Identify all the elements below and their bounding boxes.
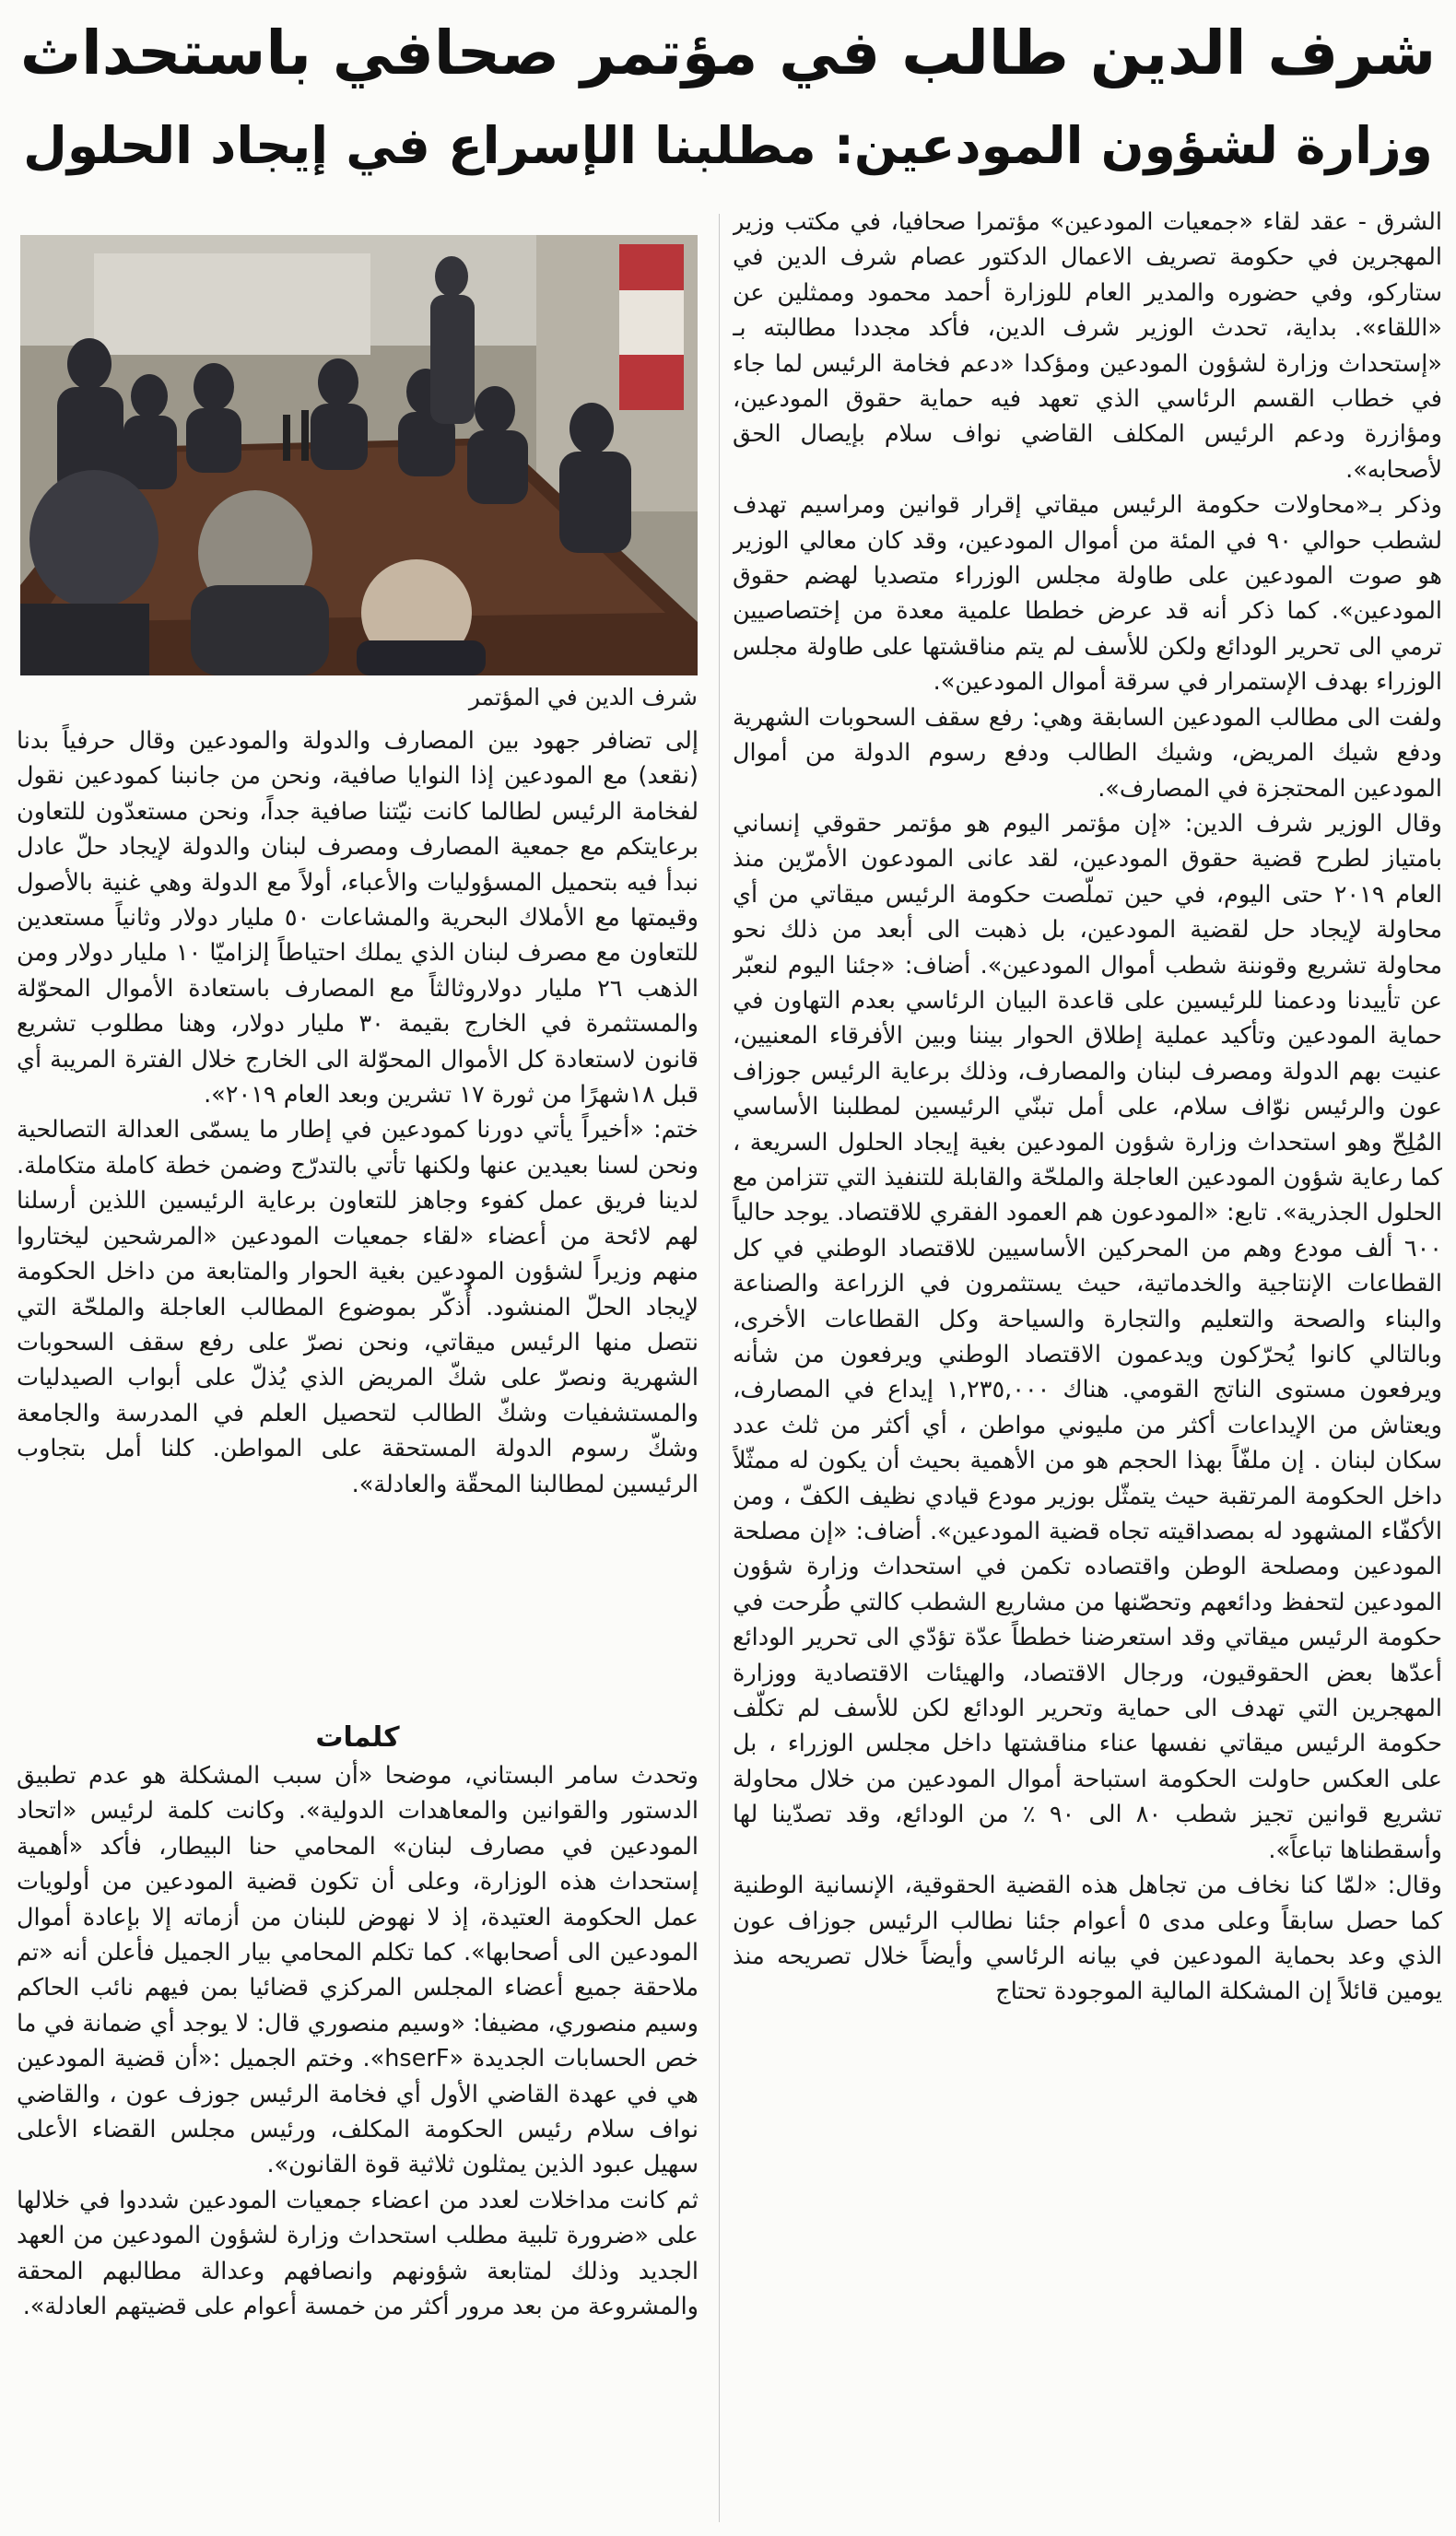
paragraph: ولفت الى مطالب المودعين السابقة وهي: رفع سقف السحوبات الشهرية ودفع شيك المريض، وشيك الطالب ودفع رسوم الدولة من أموال المودعين المحتجزة في المصارف». [733, 703, 1442, 803]
paragraph: ثم كانت مداخلات لعدد من اعضاء جمعيات المودعين شددوا في خلالها على «ضرورة تلبية مطلب استحداث وزارة لشؤون المودعين من العهد الجديد وذلك لمتابعة شؤونهم وانصافهم وعدالة مطالبهم المحقة والمشروعة من بعد مرور أكثر من خمسة أعوام على قضيتهم العادلة». [17, 2186, 699, 2321]
column-divider [719, 214, 720, 2522]
press-conference-photo [20, 235, 698, 675]
photo-caption: شرف الدين في المؤتمر [468, 684, 698, 710]
paragraph: وذكر بـ«محاولات حكومة الرئيس ميقاتي إقرار قوانين ومراسيم تهدف لشطب حوالي ٩٠ في المئة من أموال المودعين، وقد كان معالي الوزير هو صوت المودعين على طاولة مجلس الوزراء متصديا لهضم حقوق المودعين». كما ذكر أنه قد عرض خططا علمية معدة من إختصاصيين ترمي الى تحرير الودائع ولكن للأسف لم يتم مناقشتها على طاولة مجلس الوزراء بهدف الإستمرار في سرقة أموال المودعين». [733, 491, 1442, 697]
paragraph: الشرق - عقد لقاء «جمعيات المودعين» مؤتمرا صحافيا، في مكتب وزير المهجرين في حكومة تصريف الاعمال الدكتور عصام شرف الدين في ستاركو، وفي حضوره والمدير العام للوزارة أحمد محمود وممثلين عن «اللقاء». بداية، تحدث الوزير شرف الدين، فأكد مجددا مطالبته بـ «إستحداث وزارة لشؤون المودعين ومؤكدا «دعم فخامة الرئيس لما جاء في خطاب القسم الرئاسي الذي تعهد فيه حماية حقوق المودعين، ومؤازرة ودعم الرئيس المكلف القاضي نواف سلام بإيصال الحق لأصحابه». [733, 208, 1442, 484]
paragraph: وتحدث سامر البستاني، موضحا «أن سبب المشكلة هو عدم تطبيق الدستور والقوانين والمعاهدات الدولية». وكانت كلمة لرئيس «اتحاد المودعين في مصارف لبنان» المحامي حنا البيطار، فأكد «أهمية إستحداث هذه الوزارة، وعلى أن تكون قضية المودعين من أولويات عمل الحكومة العتيدة، إذ لا نهوض للبنان من أزماته إلا بإعادة أموال المودعين الى أصحابها». كما تكلم المحامي بيار الجميل فأعلن أنه «تم ملاحقة جميع أعضاء المجلس المركزي قضائيا بمن فيهم نائب الحاكم وسيم منصوري، مضيفا: «وسيم منصوري قال: لا يوجد أي ضمانة في ما خص الحسابات الجديدة «hserF». وختم الجميل :«أن قضية المودعين هي في عهدة القاضي الأول أي فخامة الرئيس جوزف عون ، والقاضي نواف سلام رئيس الحكومة المكلف، ورئيس مجلس القضاء الأعلى سهيل عبود الذين يمثلون ثلاثية قوة القانون». [17, 1762, 699, 2179]
headline-line-2: وزارة لشؤون المودعين: مطلبنا الإسراع في إيجاد الحلول [23, 116, 1433, 175]
article-column-left-top [17, 723, 699, 1719]
headline-line-1: شرف الدين طالب في مؤتمر صحافي باستحداث [19, 18, 1437, 88]
article-column-right [733, 205, 1442, 2529]
paragraph: ختم: «أخيراً يأتي دورنا كمودعين في إطار ما يسمّى العدالة التصالحية ونحن لسنا بعيدين عنها ولكنها تأتي بالتدرّج وضمن خطة كاملة متكاملة. لدينا فريق عمل كفوء وجاهز للتعاون برعاية الرئيسين اللذين أرسلنا لهم لائحة من أعضاء «لقاء جمعيات المودعين «المرشحين ليختاروا منهم وزيراً لشؤون المودعين بغية الحوار والمتابعة من داخل الحكومة لإيجاد الحلّ المنشود. أُذكّر بموضوع المطالب العاجلة والملحّة التي نتصل منها الرئيس ميقاتي، ونحن نصرّ على رفع سقف السحوبات الشهرية ونصرّ على شكّ المريض الذي يُذلّ على أبواب الصيدليات والمستشفيات وشكّ الطالب لتحصيل العلم في المدرسة والجامعة وشكّ رسوم الدولة المستحقة على المواطن. كلنا أمل بتجاوب الرئيسين لمطالبنا المحقّة والعادلة». [17, 1116, 699, 1498]
paragraph: وقال الوزير شرف الدين: «إن مؤتمر اليوم هو مؤتمر حقوقي إنساني بامتياز لطرح قضية حقوق المودعين، لقد عانى المودعون الأمرّين منذ العام ٢٠١٩ حتى اليوم، في حين تملّصت حكومة الرئيس ميقاتي من أي محاولة لإيجاد حل لقضية المودعين، بل ذهبت الى أبعد من ذلك نحو محاولة تشريع وقوننة شطب أموال المودعين». أضاف: «جئنا اليوم لنعبّر عن تأييدنا ودعمنا للرئيسين على قاعدة البيان الرئاسي بعدم التهاون في حماية المودعين وتأكيد عملية إطلاق الحوار بيننا وبين الأفرقاء المعنيين، عنيت بهم الدولة ومصرف لبنان والمصارف، وذلك برعاية الرئيس جوزاف عون والرئيس نوّاف سلام، على أمل تبنّي الرئيسين لمطلبنا الأساسي المُلِحّ وهو استحداث وزارة شؤون المودعين بغية إيجاد الحلول السريعة ، كما رعاية شؤون المودعين العاجلة والملحّة والقابلة للتنفيذ التي تتزامن مع الحلول الجذرية». تابع: «المودعون هم العمود الفقري للاقتصاد. يوجد حالياً ٦٠٠ ألف مودع وهم من المحركين الأساسيين للاقتصاد الوطني في كل القطاعات الإنتاجية والخدماتية، حيث يستثمرون في الزراعة والصناعة والبناء والصحة والتعليم والتجارة والسياحة وكل القطاعات الأخرى، وبالتالي كانوا يُحرّكون ويدعمون الاقتصاد الوطني ويرفعون من شأنه ويرفعون مستوى الناتج القومي. هناك ١,٢٣٥,٠٠٠ إيداع في المصارف، ويعتاش من الإيداعات أكثر من مليوني مواطن ، أي أكثر من ثلث عدد سكان لبنان . إن ملفّاً بهذا الحجم هو من الأهمية بحيث أن يكون له ممثّلاً داخل الحكومة المرتقبة حيث يتمثّل بوزير مودع قيادي نظيف الكفّ ، ومن الأكفّاء المشهود له بمصداقيته تجاه قضية المودعين». أضاف: «إن مصلحة المودعين ومصلحة الوطن واقتصاده تكمن في استحداث وزارة شؤون المودعين لتحفظ ودائعهم وتحصّنها من مشاريع الشطب كالتي طُرحت في حكومة الرئيس ميقاتي وقد استعرضنا خططاً عدّة تؤدّي الى تحرير الودائع أعدّها بعض الحقوقيون، ورجال الاقتصاد، والهيئات الاقتصادية ووزارة المهجرين التي تهدف الى حماية وتحرير الودائع لكن للأسف لم تكلّف حكومة الرئيس ميقاتي نفسها عناء مناقشتها داخل مجلس الوزراء ، بل على العكس حاولت الحكومة استباحة أموال المودعين من خلال محاولة تشريع قوانين تجيز شطب ٨٠ الى ٩٠ ٪ من الودائع، وقد تصدّينا لها وأسقطناها تباعاً». [733, 809, 1442, 1864]
paragraph: إلى تضافر جهود بين المصارف والدولة والمودعين وقال حرفياً بدنا (نقعد) مع المودعين إذا النوايا صافية، ونحن من جانبنا كمودعين نقول لفخامة الرئيس لطالما كانت نيّتنا صافية جداً، ونحن مستعدّون للتعاون برعايتكم مع جمعية المصارف ومصرف لبنان والدولة لإيجاد حلّ عادل نبدأ فيه بتحميل المسؤوليات والأعباء، أولاً مع الدولة وهي غنية بالأصول وقيمتها مع الأملاك البحرية والمشاعات ٥٠ مليار دولار وثانياً مستعدين للتعاون مع مصرف لبنان الذي يملك احتياطاً إلزاميّا ١٠ مليار دولار ومن الذهب ٢٦ مليار دولاروثالثاً مع المصارف باستعادة الأموال المحوّلة والمستثمرة في الخارج بقيمة ٣٠ مليار دولار، وهنا مطلوب تشريع قانون لاستعادة كل الأموال المحوّلة الى الخارج خلال الفترة المريبة أي قبل ١٨شهرًا من ثورة ١٧ تشرين وبعد العام ٢٠١٩». [17, 727, 699, 1110]
section-subhead: كلمات [315, 1721, 400, 1754]
paragraph: وقال: «لمّا كنا نخاف من تجاهل هذه القضية الحقوقية، الإنسانية الوطنية كما حصل سابقاً وعلى مدى ٥ أعوام جئنا نطالب الرئيس جوزاف عون الذي وعد بحماية المودعين في بيانه الرئاسي وأيضاً خلال تصريحه منذ يومين قائلاً إن المشكلة المالية الموجودة تحتاج [733, 1872, 1442, 2006]
article-column-left-bottom [17, 1758, 699, 2529]
